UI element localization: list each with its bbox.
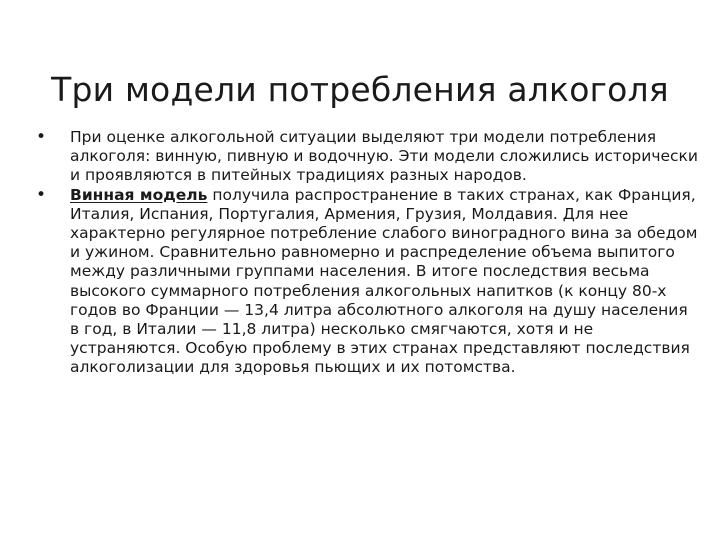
bullet-item-wine-model <box>36 186 700 378</box>
bullet-text: При оценке алкогольной ситуации выделяют три модели потребления алкоголя: винную, пивную и водочную. Эти модели сложились исторически и проявляются в питейных традициях разных народов. <box>70 128 698 185</box>
bullet-text: получила распространение в таких странах, как Франция, Италия, Испания, Португалия, Армения, Грузия, Молдавия. Для нее характерно регулярное потребление слабого виноградного вина за обедом и ужином. Сравнительно равномерно и распределение объема выпитого между различными группами населения. В итоге последствия весьма высокого суммарного потребления алкогольных напитков (к концу 80-х годов во Франции — 13,4 литра абсолютного алкоголя на душу населения в год, в Италии — 11,8 литра) несколько смягчаются, хотя и не устраняются. Особую проблему в этих странах представляют последствия алкоголизации для здоровья пьющих и их потомства. <box>70 185 698 377</box>
bullet-list <box>36 128 700 378</box>
bullet-marker-icon: • <box>36 184 47 205</box>
bullet-item-models-overview <box>36 128 700 186</box>
slide-title: Три модели потребления алкоголя <box>51 70 669 110</box>
bullet-lead-term: Винная модель <box>70 185 208 204</box>
bullet-marker-icon: • <box>36 127 47 147</box>
